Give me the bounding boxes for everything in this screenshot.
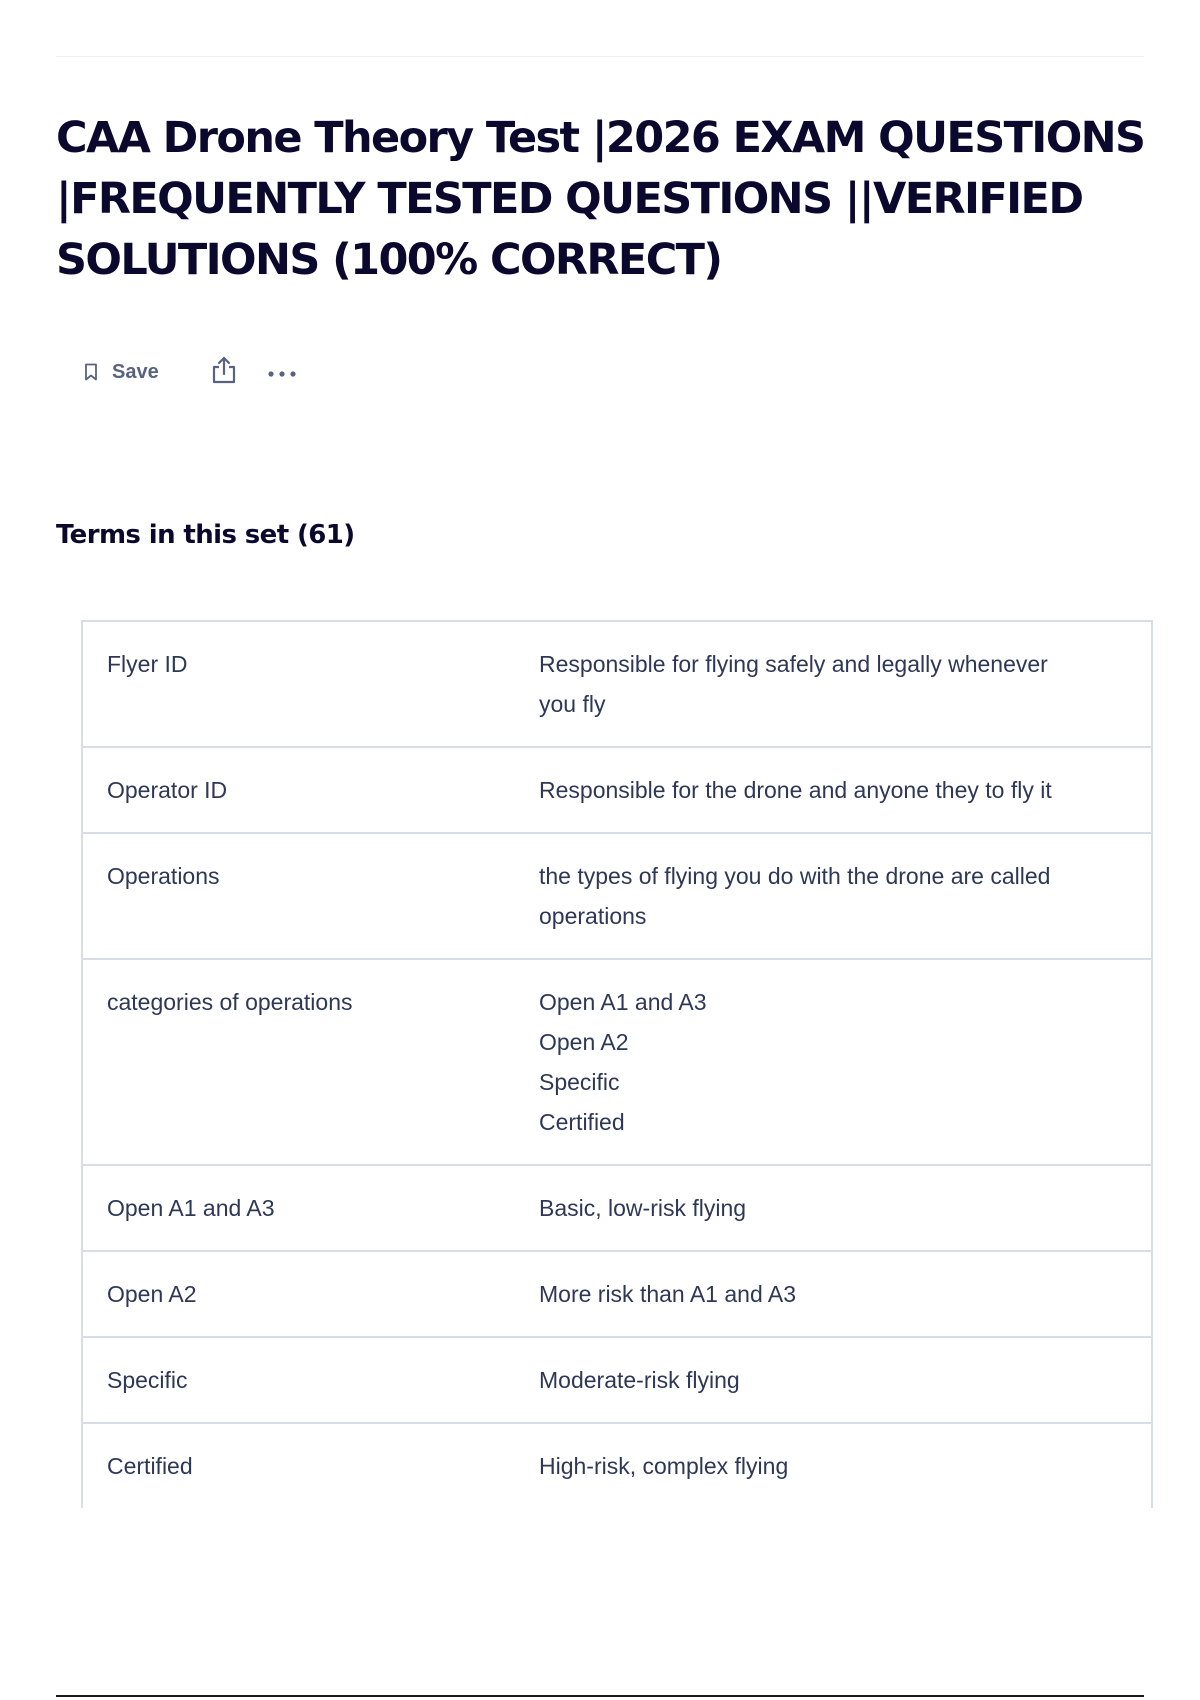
term-row[interactable] bbox=[81, 620, 1153, 746]
definition-line: operations bbox=[539, 903, 647, 929]
save-label: Save bbox=[112, 360, 159, 383]
definition-line: Open A2 bbox=[539, 1029, 629, 1055]
term-text: Certified bbox=[107, 1453, 193, 1479]
term-row[interactable] bbox=[81, 1422, 1153, 1508]
term-text: Open A2 bbox=[107, 1281, 197, 1307]
term-text: Specific bbox=[107, 1367, 188, 1393]
term-row[interactable] bbox=[81, 832, 1153, 958]
term-text: categories of operations bbox=[107, 989, 353, 1015]
definition-line: Certified bbox=[539, 1109, 625, 1135]
set-toolbar bbox=[84, 356, 297, 388]
definition-line: Moderate-risk flying bbox=[539, 1367, 740, 1393]
term-row[interactable] bbox=[81, 746, 1153, 832]
definition-line: the types of flying you do with the drone are called bbox=[539, 863, 1051, 889]
definition-line: High-risk, complex flying bbox=[539, 1453, 789, 1479]
terms-heading: Terms in this set (61) bbox=[56, 520, 355, 550]
term-row[interactable] bbox=[81, 1250, 1153, 1336]
definition-line: Responsible for the drone and anyone they to fly it bbox=[539, 777, 1052, 803]
save-button[interactable] bbox=[84, 356, 159, 388]
bookmark-icon bbox=[84, 363, 98, 381]
bottom-divider bbox=[56, 1695, 1144, 1697]
definition-text bbox=[539, 1424, 1151, 1508]
definition-text bbox=[539, 622, 1151, 746]
top-divider bbox=[56, 56, 1144, 57]
page-title: CAA Drone Theory Test |2026 EXAM QUESTIONS |FREQUENTLY TESTED QUESTIONS ||VERIFIED SOLUTIONS (100% CORRECT) bbox=[56, 113, 1145, 285]
definition-text bbox=[539, 748, 1151, 832]
term-text: Flyer ID bbox=[107, 651, 188, 677]
term-text: Open A1 and A3 bbox=[107, 1195, 275, 1221]
term-text: Operator ID bbox=[107, 777, 228, 803]
definition-text bbox=[539, 1338, 1151, 1422]
definition-text bbox=[539, 1166, 1151, 1250]
definition-line: Responsible for flying safely and legally whenever bbox=[539, 651, 1048, 677]
term-row[interactable] bbox=[81, 958, 1153, 1164]
term-row[interactable] bbox=[81, 1336, 1153, 1422]
definition-line: Basic, low-risk flying bbox=[539, 1195, 747, 1221]
definition-text bbox=[539, 1252, 1151, 1336]
share-button[interactable] bbox=[211, 355, 237, 389]
more-horizontal-icon bbox=[267, 363, 297, 382]
definition-line: Specific bbox=[539, 1069, 620, 1095]
share-icon bbox=[211, 355, 237, 389]
more-options-button[interactable] bbox=[267, 363, 297, 382]
definition-line: More risk than A1 and A3 bbox=[539, 1281, 796, 1307]
definition-line: Open A1 and A3 bbox=[539, 989, 707, 1015]
definition-text bbox=[539, 834, 1151, 958]
term-row[interactable] bbox=[81, 1164, 1153, 1250]
definition-line: you fly bbox=[539, 691, 606, 717]
definition-text bbox=[539, 960, 1151, 1164]
terms-list bbox=[81, 620, 1153, 1542]
term-text: Operations bbox=[107, 863, 220, 889]
